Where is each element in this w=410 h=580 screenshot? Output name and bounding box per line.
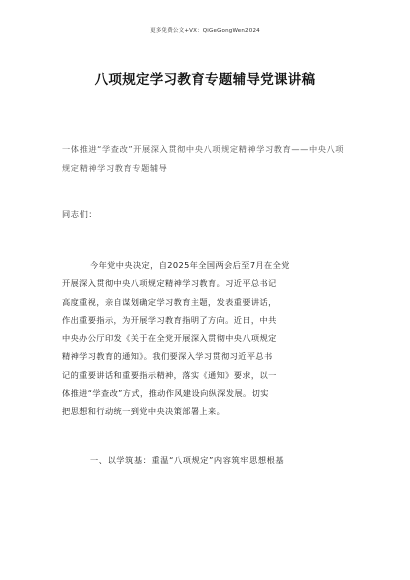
- section-heading: 一、以学筑基：重温“八项规定”内容筑牢思想根基: [90, 455, 285, 465]
- body-paragraph: [62, 256, 352, 421]
- body-line: 作出重要指示，为开展学习教育指明了方向。近日，中共: [62, 314, 277, 325]
- body-line: 高度重视，亲自谋划确定学习教育主题，发表重要讲话，: [62, 296, 277, 307]
- body-line: 开展深入贯彻中央八项规定精神学习教育。习近平总书记: [62, 278, 277, 289]
- body-line: 精神学习教育的通知》。我们要深入学习贯彻习近平总书: [62, 351, 273, 362]
- document-title: 八项规定学习教育专题辅导党课讲稿: [94, 72, 316, 88]
- body-line: 记的重要讲话和重要指示精神，落实《通知》要求，以一: [62, 369, 277, 380]
- body-line: 把思想和行动统一到党中央决策部署上来。: [62, 406, 226, 417]
- header-note: 更多免费公文+VX：QiGeGongWen2024: [150, 28, 260, 34]
- greeting: 同志们：: [62, 209, 98, 219]
- document-subtitle: 一体推进“学查改”开展深入贯彻中央八项规定精神学习教育——中央八项规定精神学习教育专题辅导: [62, 144, 345, 173]
- body-line: 中央办公厅印发《关于在全党开展深入贯彻中央八项规定: [62, 333, 277, 344]
- body-line: 今年党中央决定，自2025年全国两会后至7月在全党: [90, 260, 290, 270]
- body-line: 体推进“学查改”方式，推动作风建设向纵深发展。切实: [62, 388, 269, 399]
